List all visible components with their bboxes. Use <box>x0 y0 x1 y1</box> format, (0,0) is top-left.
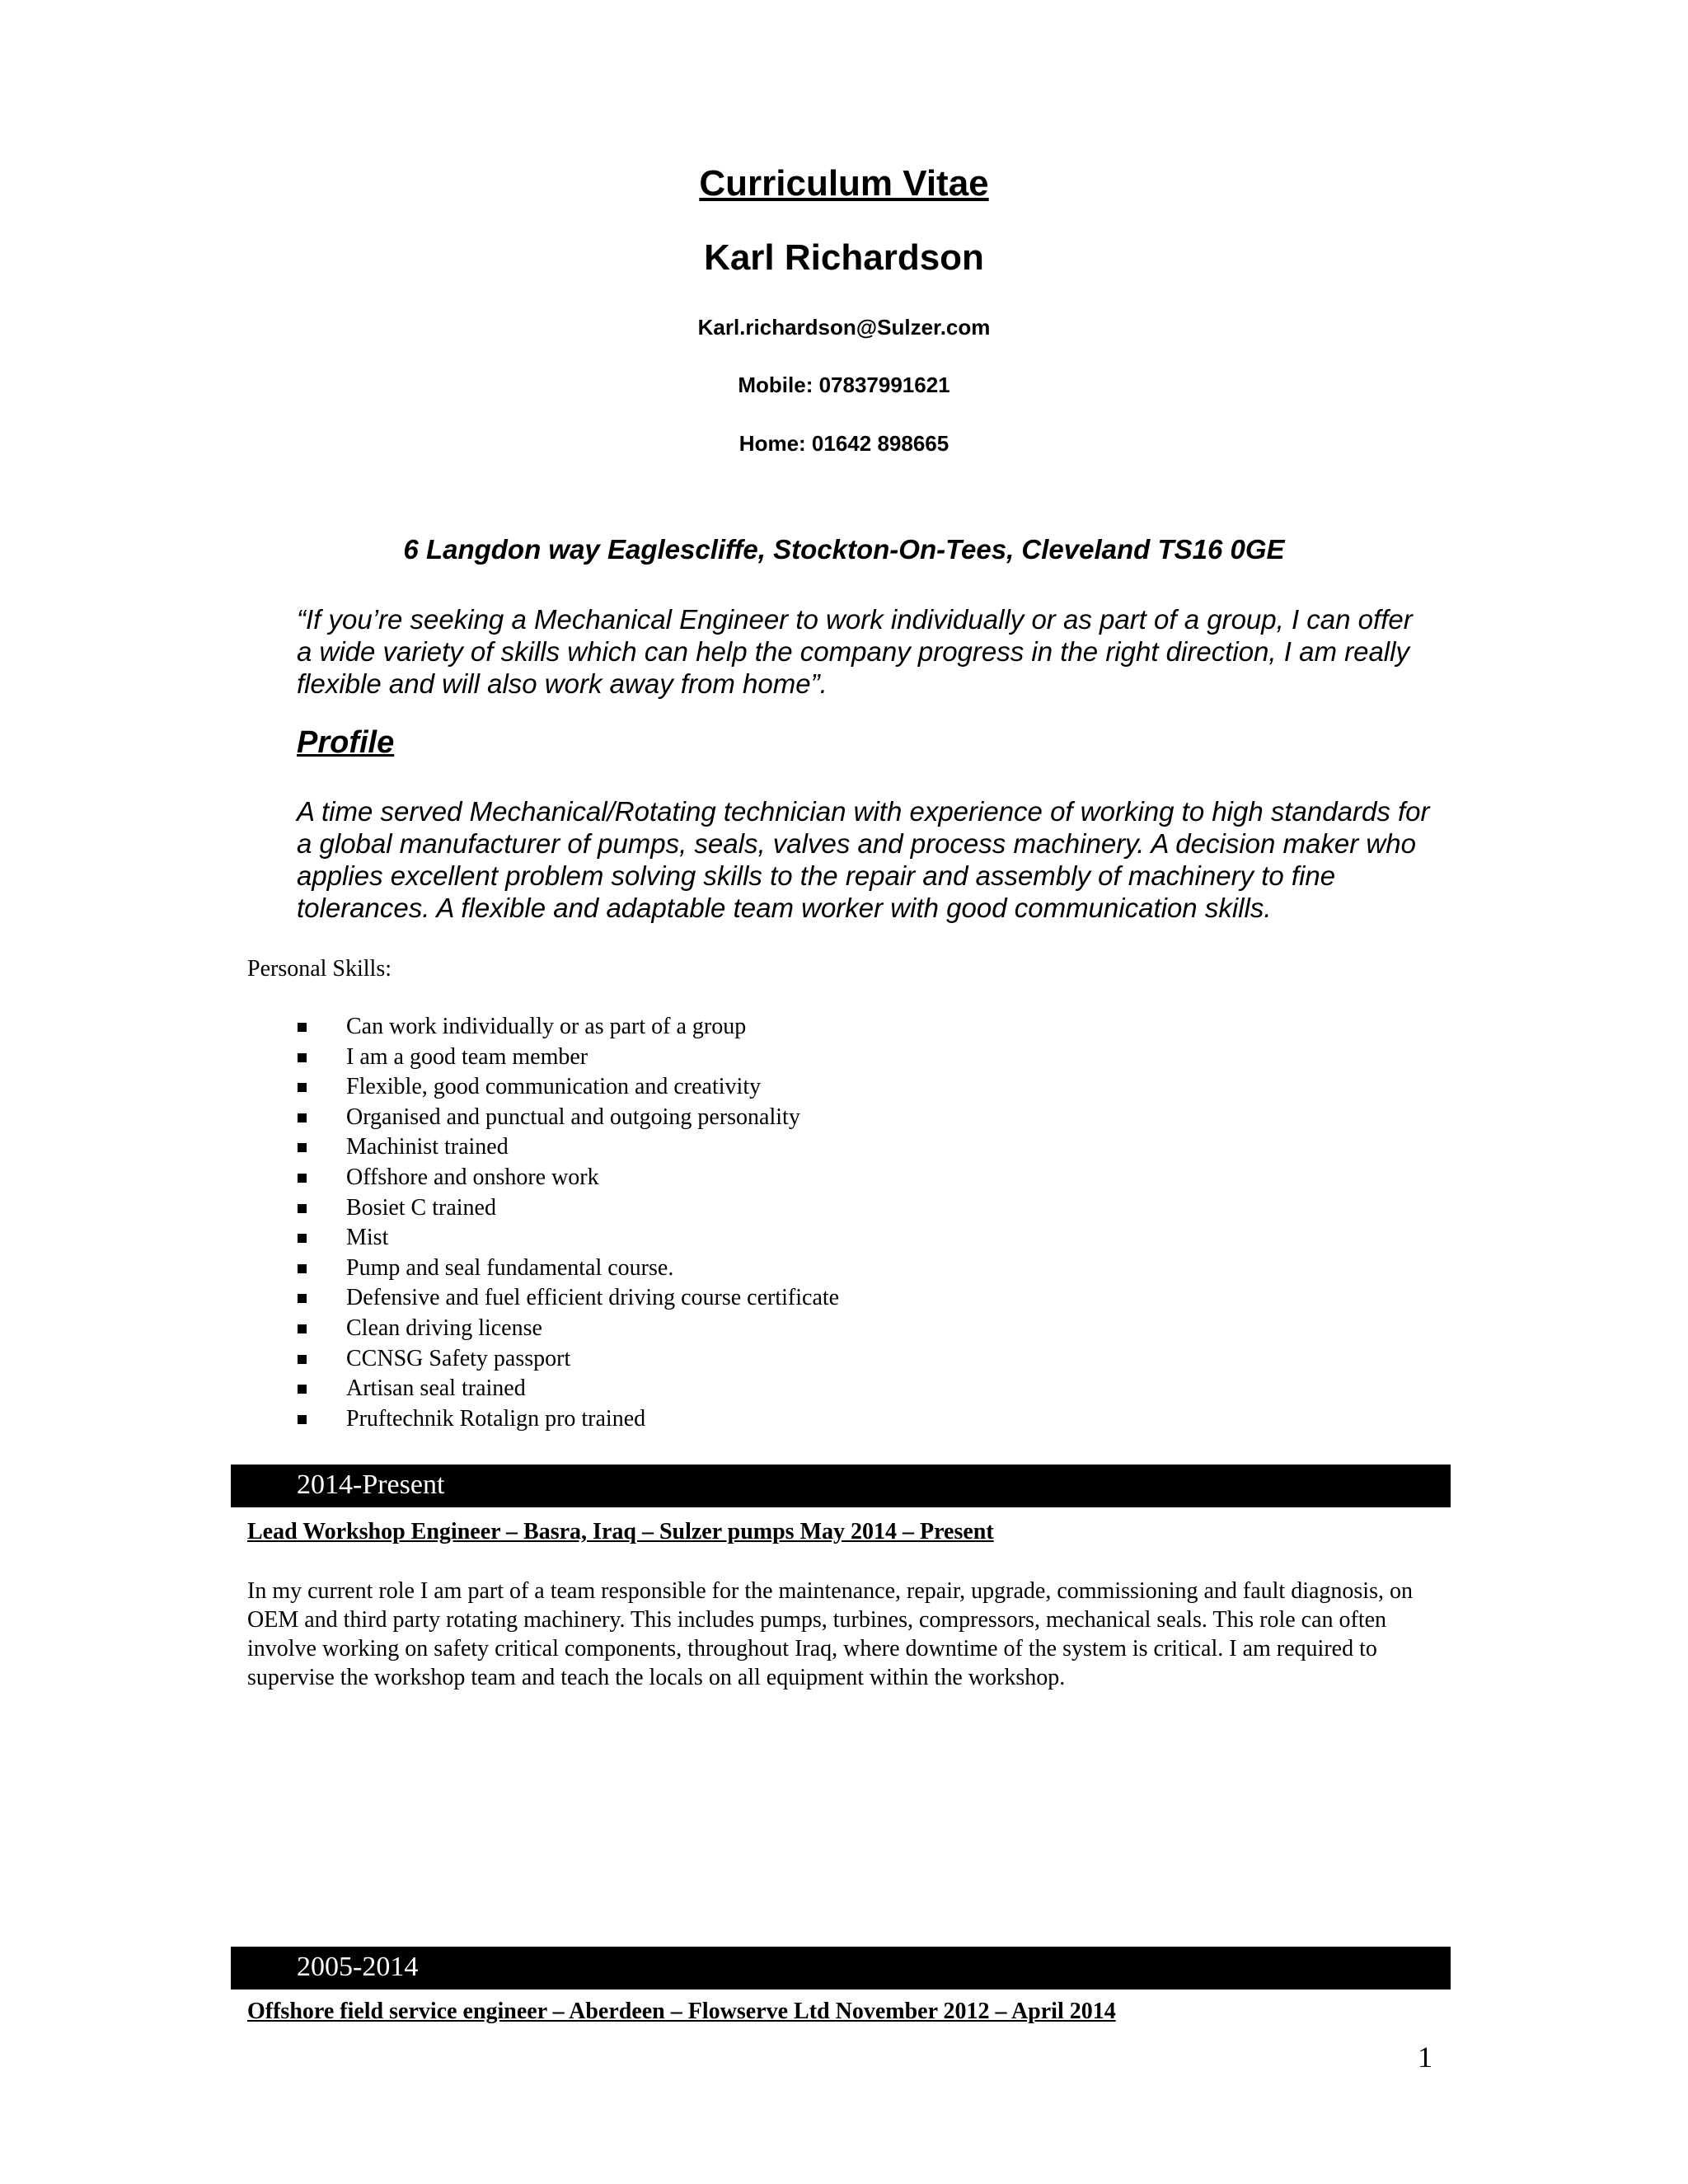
skill-label: Pump and seal fundamental course. <box>346 1254 674 1281</box>
square-bullet-icon <box>298 1174 307 1183</box>
postal-address: 6 Langdon way Eaglescliffe, Stockton-On-Tees, Cleveland TS16 0GE <box>403 534 1285 565</box>
square-bullet-icon <box>298 1264 307 1273</box>
square-bullet-icon <box>298 1234 307 1243</box>
period-bar <box>231 1947 1451 1990</box>
skill-label: Can work individually or as part of a group <box>346 1014 747 1039</box>
skill-label: I am a good team member <box>346 1043 588 1070</box>
square-bullet-icon <box>298 1415 307 1424</box>
skill-label: Artisan seal trained <box>346 1376 526 1402</box>
list-item <box>297 1012 839 1043</box>
skill-label: Organised and punctual and outgoing personality <box>346 1104 800 1130</box>
skill-label: Defensive and fuel efficient driving course certificate <box>346 1285 840 1311</box>
square-bullet-icon <box>298 1083 307 1092</box>
list-item <box>297 1193 839 1224</box>
square-bullet-icon <box>298 1204 307 1213</box>
period-label: 2014-Present <box>297 1469 445 1500</box>
personal-statement: “If you’re seeking a Mechanical Engineer to work individually or as part of a group, I can offer a wide variety of skills which can help the company progress in the right direction, I am really flexible and will also work away from home”. <box>297 604 1413 699</box>
list-item <box>297 1223 839 1254</box>
list-item <box>297 1344 839 1375</box>
skill-label: Machinist trained <box>346 1134 509 1160</box>
skill-label: Mist <box>346 1225 389 1251</box>
square-bullet-icon <box>298 1053 307 1062</box>
job-description: In my current role I am part of a team responsible for the maintenance, repair, upgrade, commissioning and fault diagnosis, on OEM and third party rotating machinery. This includes pumps, turbines, compressors, mechanical seals. This role can often involve working on safety critical components, throughout Iraq, where downtime of the system is critical. I am required to supervise the workshop team and teach the locals on all equipment within the workshop. <box>247 1578 1413 1690</box>
list-item <box>297 1072 839 1103</box>
skills-list <box>297 1012 839 1434</box>
list-item <box>297 1374 839 1404</box>
skill-label: Clean driving license <box>346 1315 542 1341</box>
email-address: Karl.richardson@Sulzer.com <box>697 315 991 340</box>
profile-text: A time served Mechanical/Rotating technician with experience of working to high standards for a global manufacturer of pumps, seals, valves and process machinery. A decision maker who applies excellent problem solving skills to the repair and assembly of machinery to fine tolerances. A flexible and adaptable team worker with good communication skills. <box>297 796 1430 923</box>
skill-label: Pruftechnik Rotalign pro trained <box>346 1405 646 1432</box>
list-item <box>297 1163 839 1193</box>
square-bullet-icon <box>298 1294 307 1303</box>
job-title: Lead Workshop Engineer – Basra, Iraq – Sulzer pumps May 2014 – Present <box>247 1519 994 1544</box>
period-bar <box>231 1465 1451 1507</box>
list-item <box>297 1283 839 1314</box>
skill-label: Bosiet C trained <box>346 1194 496 1221</box>
list-item <box>297 1314 839 1344</box>
job-title: Offshore field service engineer – Aberdeen – Flowserve Ltd November 2012 – April 2014 <box>247 1999 1116 2024</box>
square-bullet-icon <box>298 1385 307 1394</box>
skills-heading: Personal Skills: <box>247 956 392 982</box>
square-bullet-icon <box>298 1023 307 1032</box>
skill-label: Offshore and onshore work <box>346 1164 599 1190</box>
period-label: 2005-2014 <box>297 1952 419 1982</box>
document-title: Curriculum Vitae <box>699 163 989 204</box>
square-bullet-icon <box>298 1113 307 1122</box>
skill-label: Flexible, good communication and creativity <box>346 1074 762 1100</box>
list-item <box>297 1103 839 1133</box>
square-bullet-icon <box>298 1324 307 1333</box>
home-number: Home: 01642 898665 <box>738 431 950 456</box>
list-item <box>297 1132 839 1163</box>
skill-label: CCNSG Safety passport <box>346 1345 571 1371</box>
mobile-number: Mobile: 07837991621 <box>738 373 950 397</box>
candidate-name: Karl Richardson <box>704 237 984 278</box>
list-item <box>297 1043 839 1073</box>
square-bullet-icon <box>298 1355 307 1364</box>
profile-heading: Profile <box>297 725 395 760</box>
page-number: 1 <box>1418 2041 1432 2074</box>
square-bullet-icon <box>298 1143 307 1152</box>
list-item <box>297 1404 839 1435</box>
list-item <box>297 1254 839 1284</box>
